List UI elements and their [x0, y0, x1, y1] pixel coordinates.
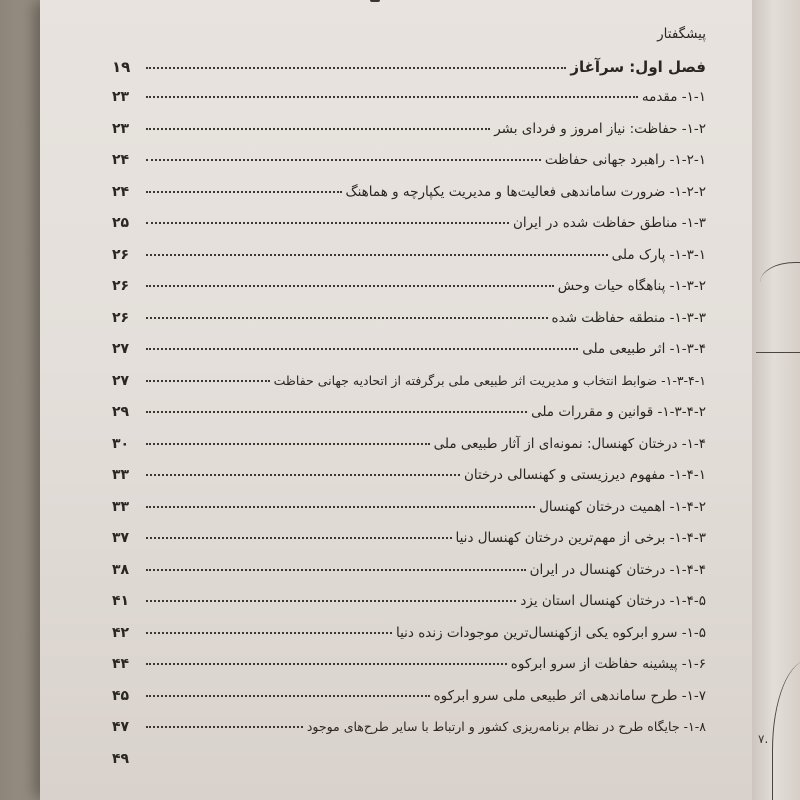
- toc-preface-title: پیشگفتار: [657, 26, 706, 42]
- toc-row: [112, 530, 706, 562]
- toc-page-number: ۳۰: [112, 435, 130, 452]
- toc-page-number: ۱۹: [112, 57, 131, 76]
- toc-entry-title: ۱-۳- مناطق حفاظت شده در ایران: [512, 215, 706, 231]
- toc-row: [112, 310, 706, 342]
- toc-page-number: ۲۴: [112, 152, 130, 168]
- toc-page-number: ۲۶: [112, 309, 130, 326]
- toc-page-number: ۲۵: [112, 215, 130, 231]
- toc-row: [112, 278, 706, 310]
- toc-row-chapter: [112, 58, 706, 90]
- toc-row: [112, 751, 706, 783]
- toc-leader-dots: [146, 96, 638, 98]
- toc-page-number: ۲۳: [112, 120, 130, 137]
- toc-page-number: ۳۳: [112, 498, 130, 515]
- toc-page-number: ۴۹: [112, 750, 130, 767]
- toc-leader-dots: [146, 285, 554, 287]
- toc-entry-title: ۱-۸- جایگاه طرح در نظام برنامه‌ریزی کشور و ارتباط با سایر طرح‌های موجود: [306, 719, 706, 734]
- page-top-mark: [370, 0, 380, 2]
- toc-leader-dots: [146, 695, 430, 697]
- table-of-contents: [112, 26, 706, 782]
- toc-row: [112, 562, 706, 594]
- toc-row: [112, 499, 706, 531]
- toc-leader-dots: [146, 726, 303, 728]
- toc-row: [112, 656, 706, 688]
- toc-row: [112, 89, 706, 121]
- facing-page-line: [756, 352, 800, 353]
- toc-entry-title: ۱-۴-۱- مفهوم دیرزیستی و کهنسالی درختان: [463, 467, 706, 483]
- toc-leader-dots: [146, 222, 509, 224]
- toc-page-number: ۲۶: [112, 246, 130, 263]
- toc-leader-dots: [146, 632, 392, 634]
- toc-entry-title: فصل اول: سرآغاز: [570, 57, 706, 76]
- toc-entry-title: ۱-۵- سرو ابرکوه یکی ازکهنسال‌ترین موجودات زنده دنیا: [395, 624, 706, 641]
- toc-entry-title: ۱-۴- درختان کهنسال: نمونه‌ای از آثار طبیعی ملی: [433, 435, 706, 452]
- toc-row: [112, 625, 706, 657]
- toc-leader-dots: [146, 348, 578, 350]
- facing-page: [752, 0, 800, 800]
- toc-leader-dots: [146, 569, 526, 571]
- toc-row: [112, 436, 706, 468]
- toc-entry-title: ۱-۳-۲- پناهگاه حیات وحش: [557, 278, 706, 294]
- facing-page-line: [772, 660, 800, 800]
- toc-leader-dots: [146, 67, 566, 69]
- toc-leader-dots: [146, 317, 548, 319]
- toc-leader-dots: [146, 600, 516, 602]
- toc-entry-title: ۱-۲-۱- راهبرد جهانی حفاظت: [544, 152, 706, 168]
- toc-entry-title: ۱-۳-۱- پارک ملی: [611, 246, 706, 263]
- toc-page-number: ۴۷: [112, 719, 130, 735]
- toc-page-number: ۴۵: [112, 687, 130, 704]
- toc-leader-dots: [146, 411, 527, 413]
- toc-entry-title: ۱-۲- حفاظت: نیاز امروز و فردای بشر: [494, 120, 706, 137]
- toc-entry-title: ۱-۴-۵- درختان کهنسال استان یزد: [520, 593, 706, 609]
- toc-row: [112, 404, 706, 436]
- toc-preface-row: [112, 26, 706, 58]
- toc-page-number: ۲۳: [112, 89, 130, 105]
- toc-leader-dots: [146, 128, 490, 130]
- toc-page-number: ۴۲: [112, 624, 130, 641]
- toc-row: [112, 121, 706, 153]
- toc-row: [112, 152, 706, 184]
- toc-entry-title: ۱-۲-۲- ضرورت ساماندهی فعالیت‌ها و مدیریت یکپارچه و هماهنگ: [345, 183, 706, 200]
- toc-leader-dots: [146, 537, 452, 539]
- toc-leader-dots: [146, 254, 608, 256]
- toc-entry-title: ۱-۱- مقدمه: [641, 89, 706, 105]
- toc-row: [112, 184, 706, 216]
- toc-entry-title: ۱-۳-۴- اثر طبیعی ملی: [582, 341, 706, 357]
- toc-leader-dots: [146, 380, 270, 382]
- toc-page-number: ۲۷: [112, 372, 130, 389]
- toc-row: [112, 373, 706, 405]
- toc-row: [112, 719, 706, 751]
- toc-entry-title: ۱-۷- طرح ساماندهی اثر طبیعی ملی سرو ابرکوه: [433, 687, 706, 704]
- toc-row: [112, 247, 706, 279]
- toc-row: [112, 688, 706, 720]
- toc-leader-dots: [146, 474, 460, 476]
- toc-page-number: ۴۱: [112, 593, 130, 609]
- facing-page-number: ۷.: [758, 732, 769, 746]
- toc-page-number: ۴۴: [112, 656, 130, 672]
- toc-entry-title: ۱-۳-۳- منطقه حفاظت شده: [551, 309, 706, 326]
- toc-page-number: ۳۸: [112, 561, 130, 578]
- toc-entry-title: ۱-۳-۴-۲- قوانین و مقررات ملی: [531, 404, 706, 420]
- toc-leader-dots: [146, 506, 535, 508]
- toc-page-number: ۳۷: [112, 530, 130, 546]
- toc-entry-title: ۱-۳-۴-۱- ضوابط انتخاب و مدیریت اثر طبیعی ملی برگرفته از اتحادیه جهانی حفاظت: [273, 372, 706, 388]
- toc-leader-dots: [146, 191, 342, 193]
- book-page: [40, 0, 752, 800]
- toc-row: [112, 467, 706, 499]
- toc-leader-dots: [146, 663, 507, 665]
- toc-row: [112, 593, 706, 625]
- toc-row: [112, 341, 706, 373]
- toc-page-number: ۲۹: [112, 404, 130, 420]
- facing-page-line: [760, 262, 800, 303]
- toc-row: [112, 215, 706, 247]
- toc-entry-title: ۱-۶- پیشینه حفاظت از سرو ابرکوه: [510, 656, 706, 672]
- toc-page-number: ۲۶: [112, 278, 130, 294]
- toc-page-number: ۲۷: [112, 341, 130, 357]
- toc-leader-dots: [146, 443, 430, 445]
- toc-leader-dots: [146, 159, 541, 161]
- toc-entry-title: ۱-۴-۴- درختان کهنسال در ایران: [529, 561, 706, 578]
- toc-page-number: ۳۳: [112, 467, 130, 483]
- toc-entry-title: ۱-۴-۳- برخی از مهم‌ترین درختان کهنسال دنیا: [455, 530, 706, 546]
- toc-entry-title: ۱-۴-۲- اهمیت درختان کهنسال: [539, 498, 706, 515]
- toc-page-number: ۲۴: [112, 183, 130, 200]
